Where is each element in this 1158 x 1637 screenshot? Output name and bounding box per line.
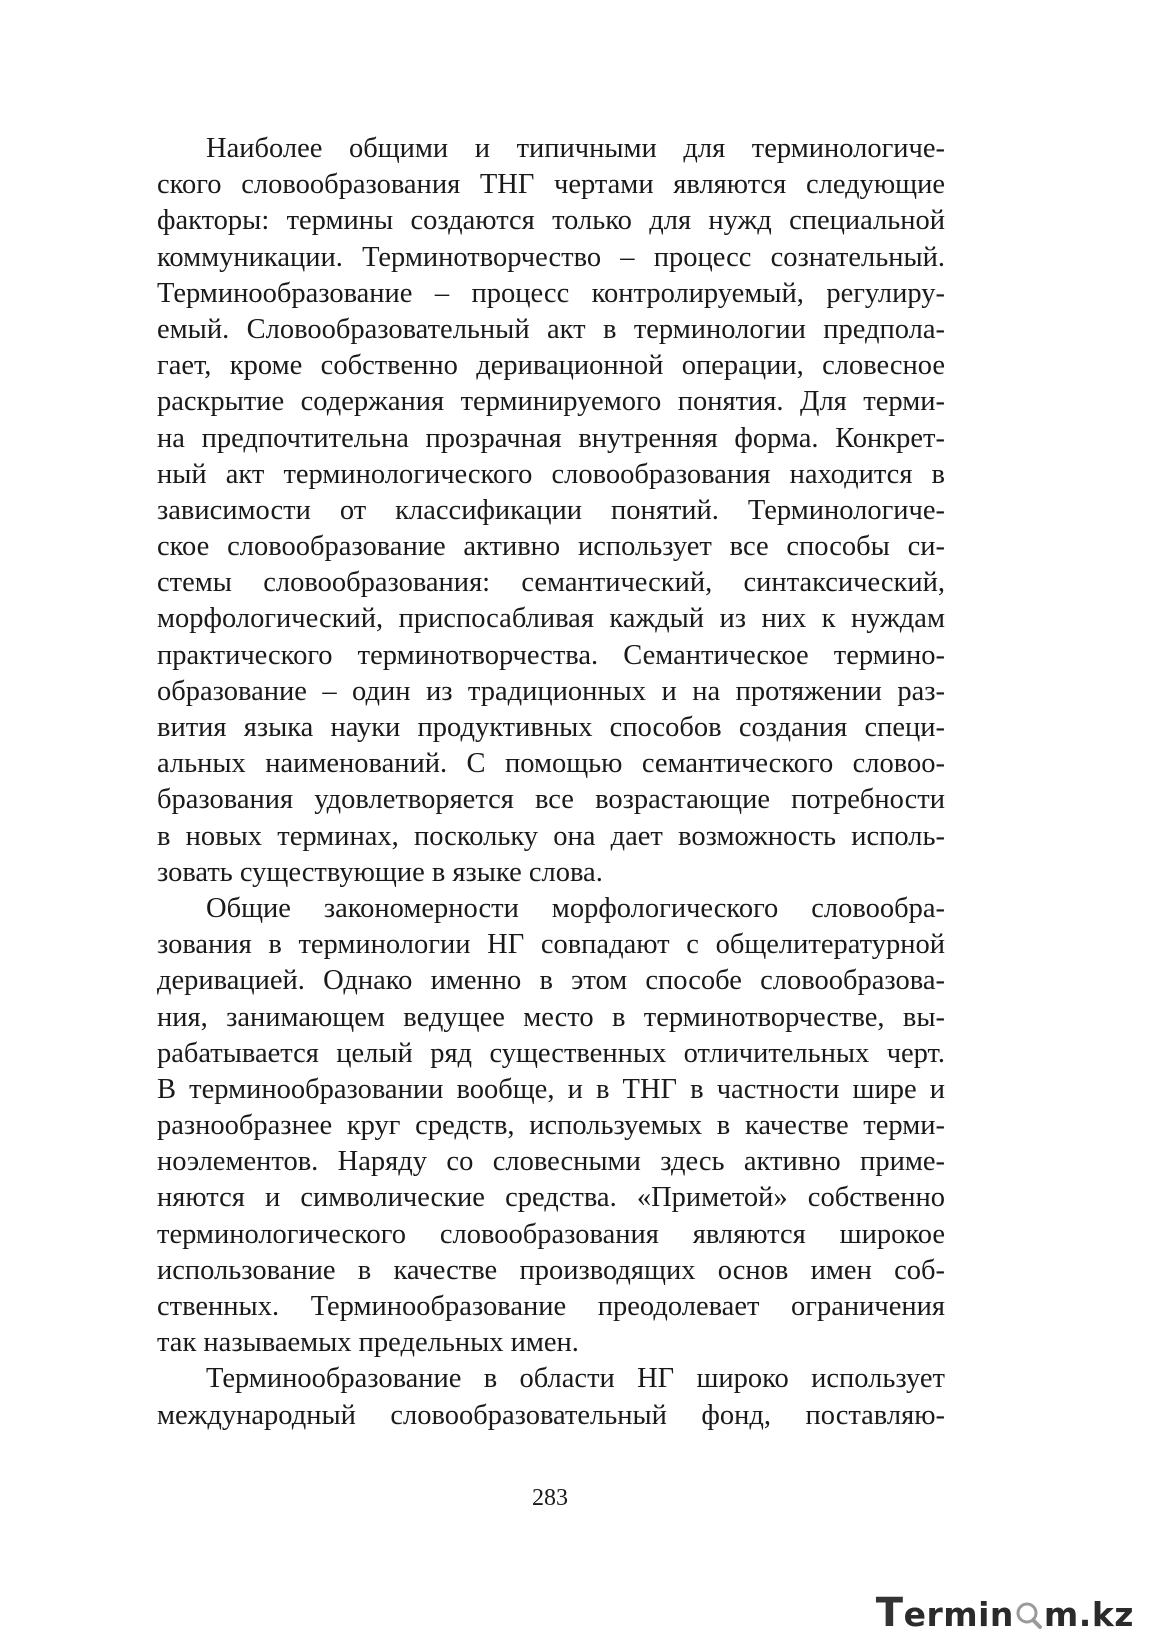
- text-line: образование – один из традиционных и на протяжении раз-: [157, 675, 945, 707]
- watermark-text-part2: m.kz: [1043, 1595, 1134, 1634]
- text-line: практического терминотворчества. Семантическое термино-: [157, 639, 945, 671]
- text-line: бразования удовлетворяется все возрастающие потребности: [157, 784, 945, 816]
- text-line: деривацией. Однако именно в этом способе словообразова-: [157, 965, 945, 997]
- text-line: ния, занимающем ведущее место в терминотворчестве, вы-: [157, 1001, 945, 1033]
- text-line: морфологический, приспосабливая каждый из них к нуждам: [157, 603, 945, 635]
- text-line: международный словообразовательный фонд, поставляю-: [157, 1399, 945, 1431]
- text-line: зования в терминологии НГ совпадают с общелитературной: [157, 929, 945, 961]
- text-line: факторы: термины создаются только для нужд специальной: [157, 205, 945, 237]
- text-line: терминологического словообразования являются широкое: [157, 1218, 945, 1250]
- page-body: [157, 131, 945, 1434]
- text-line: Общие закономерности морфологического словообра-: [206, 892, 945, 924]
- text-line: альных наименований. С помощью семантического словоо-: [157, 748, 945, 780]
- watermark-logo: [876, 1590, 1134, 1634]
- text-line: зависимости от классификации понятий. Терминологиче-: [157, 494, 945, 526]
- text-line: ноэлементов. Наряду со словесными здесь активно приме-: [157, 1146, 945, 1178]
- page-number: 283: [532, 1485, 568, 1511]
- text-line: так называемых предельных имен.: [157, 1327, 579, 1359]
- text-line: емый. Словообразовательный акт в терминологии предпола-: [157, 313, 945, 345]
- text-line: использование в качестве производящих основ имен соб-: [157, 1254, 945, 1286]
- text-line: раскрытие содержания терминируемого понятия. Для терми-: [157, 386, 945, 418]
- text-line: стемы словообразования: семантический, синтаксический,: [157, 567, 945, 599]
- text-line: ского словообразования ТНГ чертами являются следующие: [157, 169, 945, 201]
- text-line: зовать существующие в языке слова.: [157, 856, 603, 888]
- text-line: ское словообразование активно использует все способы си-: [157, 531, 945, 563]
- text-line: ственных. Терминообразование преодолевает ограничения: [157, 1291, 945, 1322]
- watermark-text-part1: ermin: [903, 1595, 1014, 1634]
- text-line: рабатывается целый ряд существенных отличительных черт.: [157, 1037, 945, 1069]
- text-line: в новых терминах, поскольку она дает возможность исполь-: [157, 820, 945, 852]
- text-line: коммуникации. Терминотворчество – процесс сознательный.: [157, 241, 945, 273]
- text-line: вития языка науки продуктивных способов создания специ-: [157, 712, 945, 743]
- text-line: Наиболее общими и типичными для терминологиче-: [206, 133, 945, 164]
- watermark-logo-letter: T: [875, 1590, 904, 1636]
- text-line: гает, кроме собственно деривационной операции, словесное: [157, 350, 945, 382]
- text-line: ный акт терминологического словообразования находится в: [157, 458, 945, 490]
- text-line: В терминообразовании вообще, и в ТНГ в частности шире и: [157, 1073, 945, 1105]
- text-line: няются и символические средства. «Приметой» собственно: [157, 1182, 945, 1214]
- text-line: разнообразнее круг средств, используемых в качестве терми-: [157, 1110, 945, 1142]
- magnifier-icon: [1015, 1596, 1043, 1626]
- text-line: на предпочтительна прозрачная внутренняя форма. Конкрет-: [157, 422, 945, 454]
- text-line: Терминообразование – процесс контролируемый, регулиру-: [157, 277, 945, 309]
- text-line: Терминообразование в области НГ широко использует: [206, 1363, 945, 1395]
